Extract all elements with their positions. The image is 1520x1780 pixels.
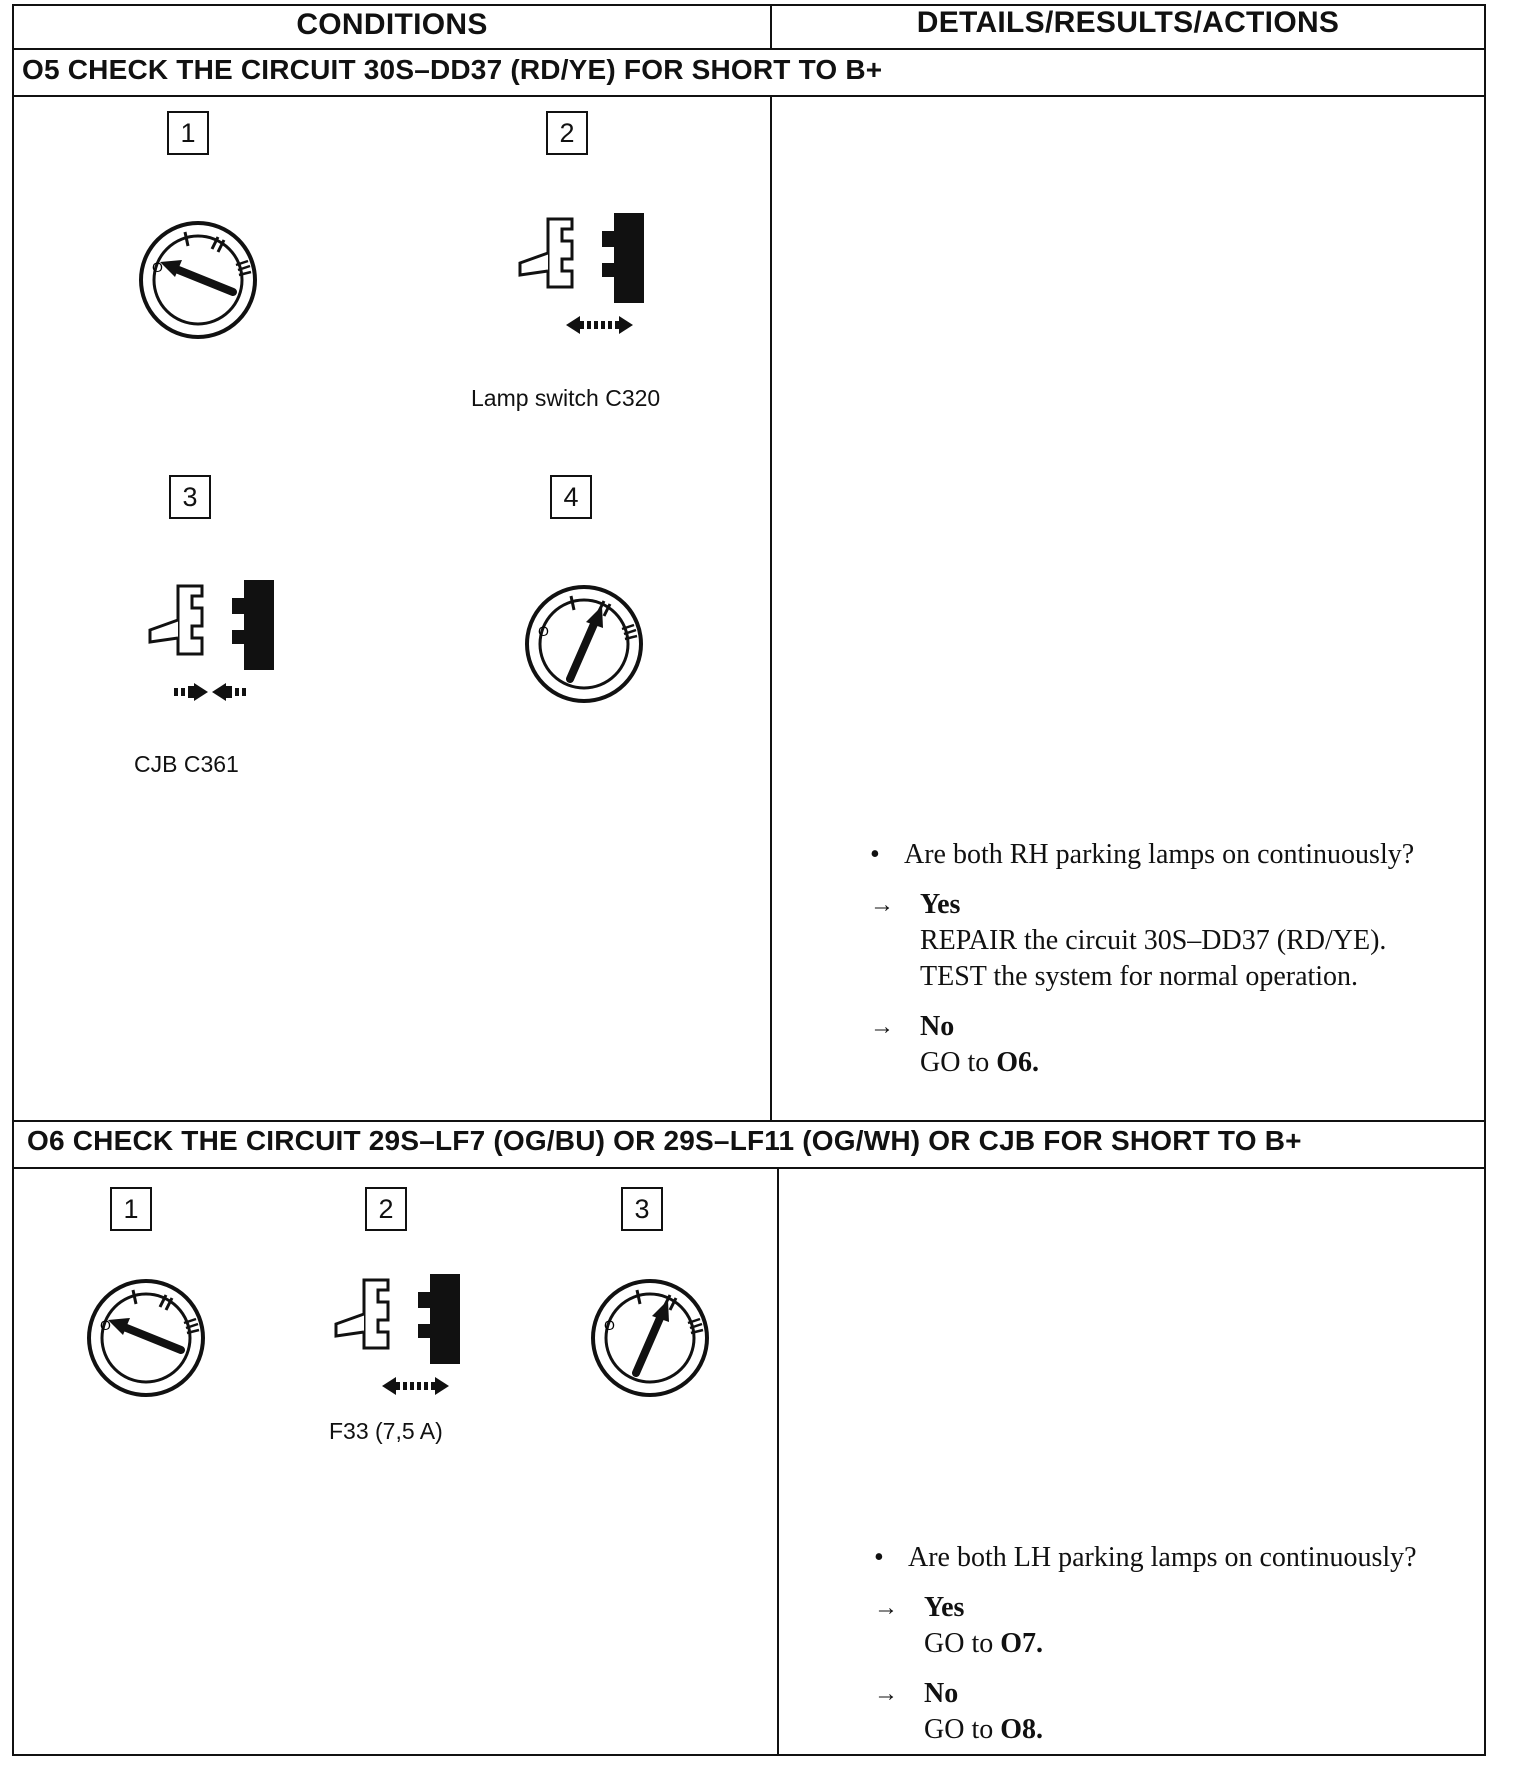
ignition-switch-off-icon [86,1278,208,1400]
bullet-icon: • [870,839,880,870]
o6-step-3-box: 3 [621,1187,663,1231]
ignition-switch-off-icon [138,220,260,342]
o5-question: • Are both RH parking lamps on continuously? [870,837,1460,873]
connector-disconnect-icon [514,213,648,341]
cjb-caption: CJB C361 [134,751,239,777]
o5-heading-rule [12,95,1486,97]
column-divider-o5 [770,95,772,1122]
right-arrow-icon: → [870,1014,894,1040]
conditions-header: CONDITIONS [296,8,488,41]
o5-no-answer: → No GO to O6. [870,1011,1040,1078]
o5-details [870,837,1460,1081]
o6-step-1-box: 1 [110,1187,152,1231]
right-arrow-icon: → [874,1595,898,1621]
o6-details [874,1540,1464,1748]
lamp-switch-caption: Lamp switch C320 [471,385,661,411]
section-o6-heading: O6 CHECK THE CIRCUIT 29S–LF7 (OG/BU) OR 29S–LF11 (OG/WH) OR CJB FOR SHORT TO B+ [27,1125,1302,1156]
o5-step-3-box: 3 [169,475,211,519]
details-header: DETAILS/RESULTS/ACTIONS [916,6,1340,39]
fuse-caption: F33 (7,5 A) [329,1418,443,1444]
right-arrow-icon: → [874,1681,898,1707]
o5-step-4-box: 4 [550,475,592,519]
right-arrow-icon: → [870,892,894,918]
o5-step-1-box: 1 [167,111,209,155]
o6-top-rule [12,1120,1486,1122]
column-divider-o6 [777,1167,779,1756]
o5-step-2-box: 2 [546,111,588,155]
o6-question: • Are both LH parking lamps on continuously? [874,1540,1464,1576]
ignition-switch-on-icon [590,1278,712,1400]
o6-yes-answer: → Yes GO to O7. [874,1592,1044,1659]
o6-step-2-box: 2 [365,1187,407,1231]
bullet-icon: • [874,1542,884,1573]
section-o5-heading: O5 CHECK THE CIRCUIT 30S–DD37 (RD/YE) FOR SHORT TO B+ [22,54,883,85]
fuse-remove-icon [330,1274,464,1402]
o6-heading-rule [12,1167,1486,1169]
header-rule [12,48,1486,50]
ignition-switch-on-icon [524,584,646,706]
connector-connect-icon [144,580,278,708]
o5-yes-answer: → Yes REPAIR the circuit 30S–DD37 (RD/YE). TEST the system for normal operation. [870,889,1387,992]
o6-no-answer: → No GO to O8. [874,1678,1044,1745]
